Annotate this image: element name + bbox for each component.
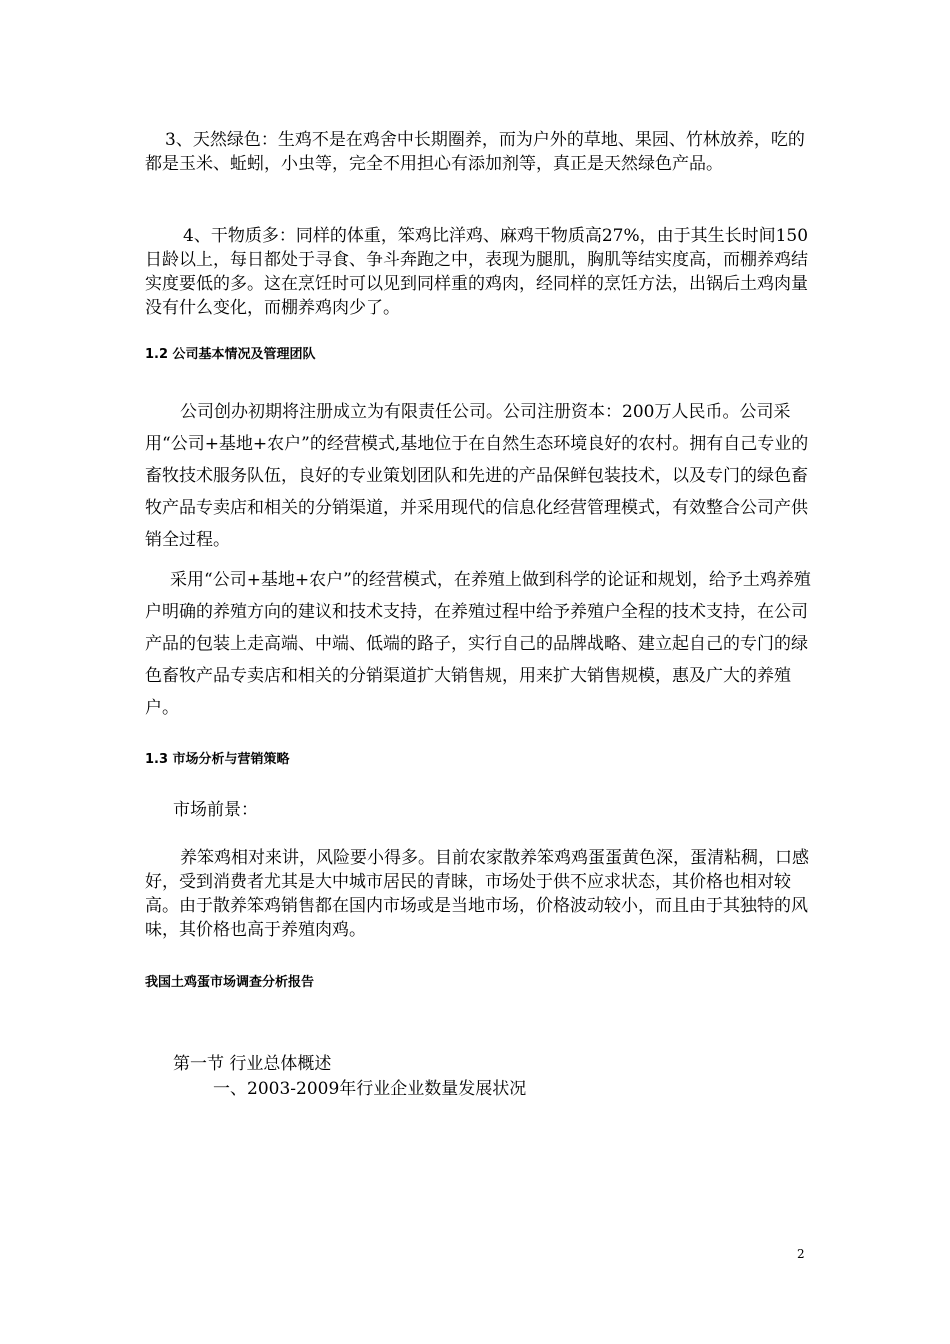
chapter-title: 第一节 行业总体概述 (173, 1054, 332, 1074)
heading-section-1-3: 1.3 市场分析与营销策略 (145, 752, 290, 767)
paragraph-natural-green: 3、天然绿色：生鸡不是在鸡舍中长期圈养，而为户外的草地、果园、竹林放养，吃的都是玉米、蚯蚓，小虫等，完全不用担心有添加剂等，真正是天然绿色产品。 (145, 130, 805, 174)
paragraph-market-prospect: 养笨鸡相对来讲，风险要小得多。目前农家散养笨鸡鸡蛋蛋黄色深，蛋清粘稠，口感好，受到消费者尤其是大中城市居民的青睐，市场处于供不应求状态，其价格也相对较高。由于散养笨鸡销售都在国内市场或是当地市场，价格波动较小，而且由于其独特的风味，其价格也高于养殖肉鸡。 (145, 848, 809, 940)
heading-section-1-2: 1.2 公司基本情况及管理团队 (145, 347, 316, 362)
paragraph-company-model: 采用“公司+基地+农户”的经营模式，在养殖上做到科学的论证和规划，给予土鸡养殖户明确的养殖方向的建议和技术支持，在养殖过程中给予养殖户全程的技术支持，在公司产品的包装上走高端、中端、低端的路子，实行自己的品牌战略、建立起自己的专门的绿色畜牧产品专卖店和相关的分销渠道扩大销售规，用来扩大销售规模，惠及广大的养殖户。 (145, 570, 811, 718)
market-prospect-label: 市场前景： (173, 800, 258, 820)
chapter-subtitle: 一、2003-2009年行业企业数量发展状况 (213, 1079, 527, 1099)
heading-report-title: 我国土鸡蛋市场调查分析报告 (145, 975, 315, 990)
page-number: 2 (797, 1247, 805, 1261)
paragraph-company-intro: 公司创办初期将注册成立为有限责任公司。公司注册资本：200万人民币。公司采用“公司+基地+农户”的经营模式,基地位于在自然生态环境良好的农村。拥有自己专业的畜牧技术服务队伍，良好的专业策划团队和先进的产品保鲜包装技术，以及专门的绿色畜牧产品专卖店和相关的分销渠道，并采用现代的信息化经营管理模式，有效整合公司产供销全过程。 (145, 402, 809, 550)
paragraph-dry-matter: 4、干物质多：同样的体重，笨鸡比洋鸡、麻鸡干物质高27%，由于其生长时间150日龄以上，每日都处于寻食、争斗奔跑之中，表现为腿肌，胸肌等结实度高，而棚养鸡结实度要低的多。这在烹饪时可以见到同样重的鸡肉，经同样的烹饪方法，出锅后土鸡肉量没有什么变化，而棚养鸡肉少了。 (145, 226, 809, 318)
